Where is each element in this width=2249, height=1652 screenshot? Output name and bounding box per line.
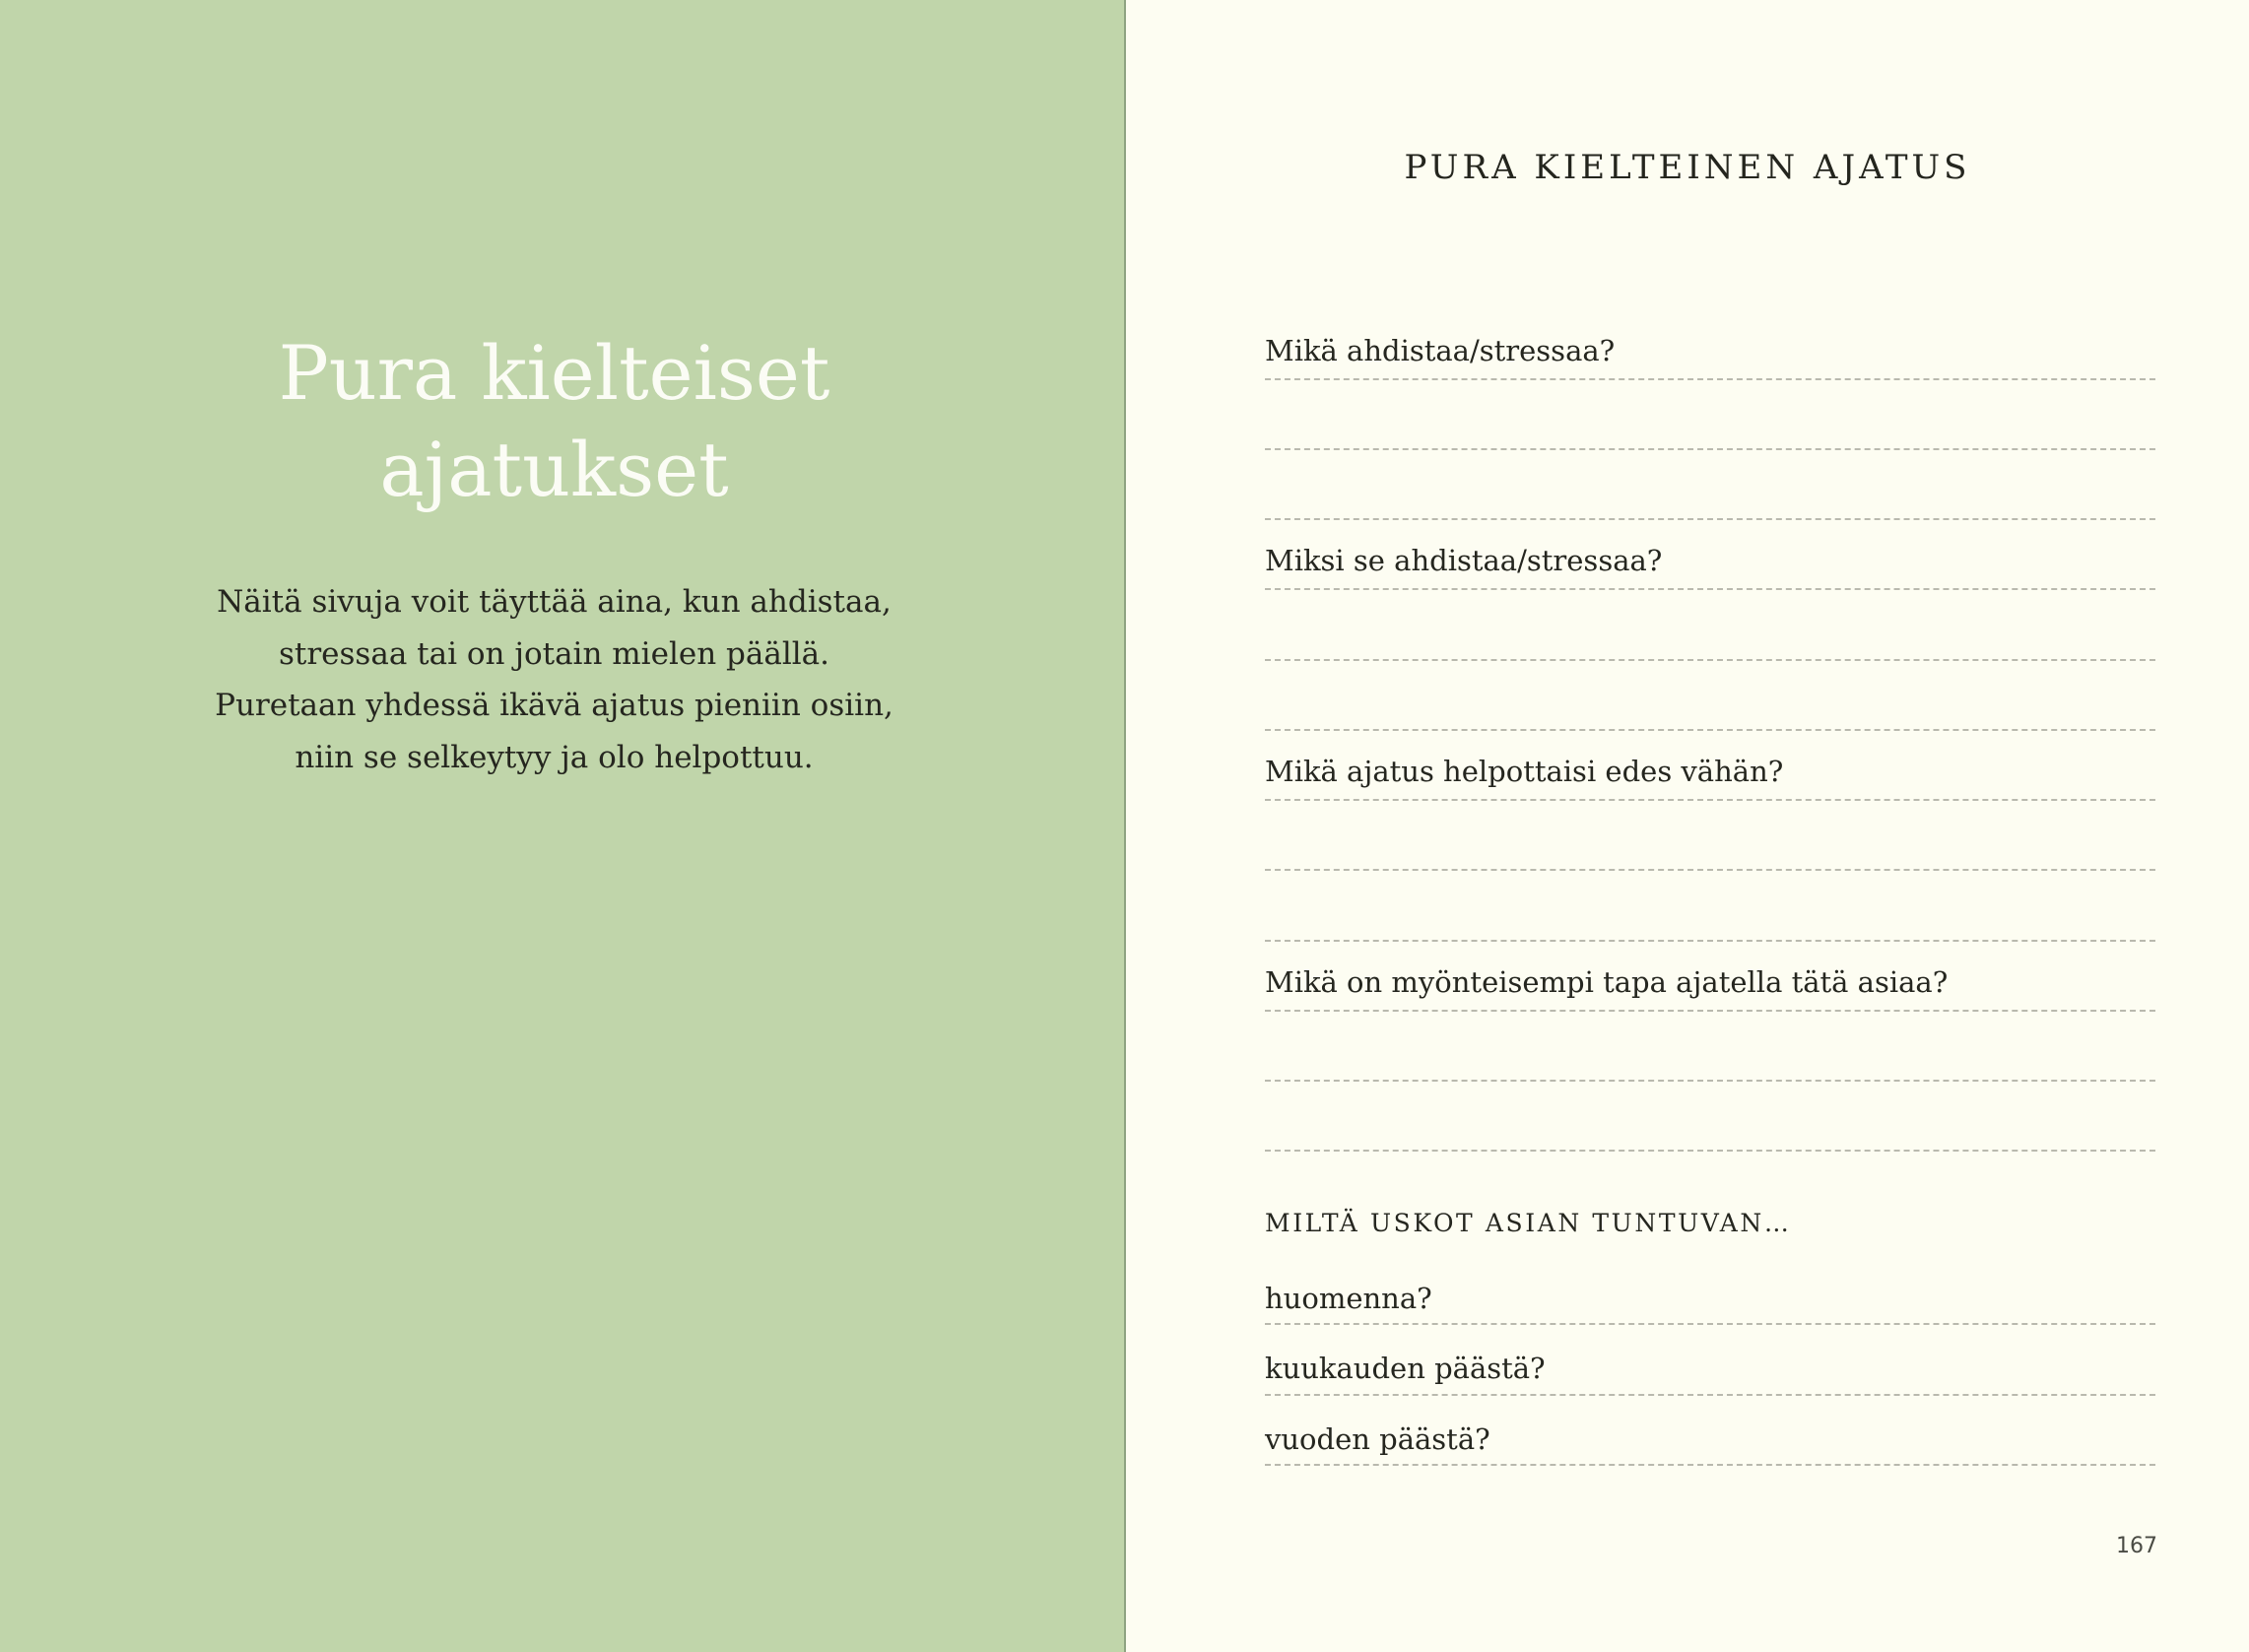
answer-line[interactable] bbox=[1265, 1394, 2155, 1396]
answer-line[interactable] bbox=[1265, 659, 2155, 661]
question-label-2: Miksi se ahdistaa/stressaa? bbox=[1265, 544, 1663, 577]
intro-line-1: Näitä sivuja voit täyttää aina, kun ahdistaa, bbox=[217, 584, 892, 620]
left-page bbox=[0, 0, 1124, 1652]
intro-text bbox=[0, 576, 1108, 783]
answer-line[interactable] bbox=[1265, 588, 2155, 590]
chapter-title bbox=[0, 325, 1108, 518]
question-label-3: Mikä ajatus helpottaisi edes vähän? bbox=[1265, 755, 1784, 788]
future-prompt-tomorrow: huomenna? bbox=[1265, 1282, 1432, 1315]
answer-line[interactable] bbox=[1265, 729, 2155, 731]
answer-line[interactable] bbox=[1265, 1464, 2155, 1466]
worksheet-heading: PURA KIELTEINEN AJATUS bbox=[1404, 148, 1971, 187]
future-prompt-month: kuukauden päästä? bbox=[1265, 1352, 1546, 1385]
future-heading: MILTÄ USKOT ASIAN TUNTUVAN… bbox=[1265, 1209, 1792, 1237]
question-label-4: Mikä on myönteisempi tapa ajatella tätä asiaa? bbox=[1265, 965, 1949, 999]
intro-line-2: stressaa tai on jotain mielen päällä. bbox=[278, 635, 829, 672]
answer-line[interactable] bbox=[1265, 799, 2155, 801]
page-number: 167 bbox=[2116, 1534, 2157, 1558]
answer-line[interactable] bbox=[1265, 518, 2155, 520]
intro-line-4: niin se selkeytyy ja olo helpottuu. bbox=[295, 739, 814, 775]
answer-line[interactable] bbox=[1265, 1323, 2155, 1325]
right-page bbox=[1126, 0, 2249, 1652]
question-label-1: Mikä ahdistaa/stressaa? bbox=[1265, 334, 1616, 367]
answer-line[interactable] bbox=[1265, 1010, 2155, 1012]
answer-line[interactable] bbox=[1265, 1150, 2155, 1152]
chapter-title-line-1: Pura kielteiset bbox=[278, 329, 830, 417]
answer-line[interactable] bbox=[1265, 378, 2155, 380]
answer-line[interactable] bbox=[1265, 1080, 2155, 1082]
chapter-title-line-2: ajatukset bbox=[379, 426, 729, 513]
intro-line-3: Puretaan yhdessä ikävä ajatus pieniin osiin, bbox=[215, 688, 893, 723]
answer-line[interactable] bbox=[1265, 869, 2155, 871]
future-prompt-year: vuoden päästä? bbox=[1265, 1422, 1490, 1456]
answer-line[interactable] bbox=[1265, 940, 2155, 942]
answer-line[interactable] bbox=[1265, 448, 2155, 450]
